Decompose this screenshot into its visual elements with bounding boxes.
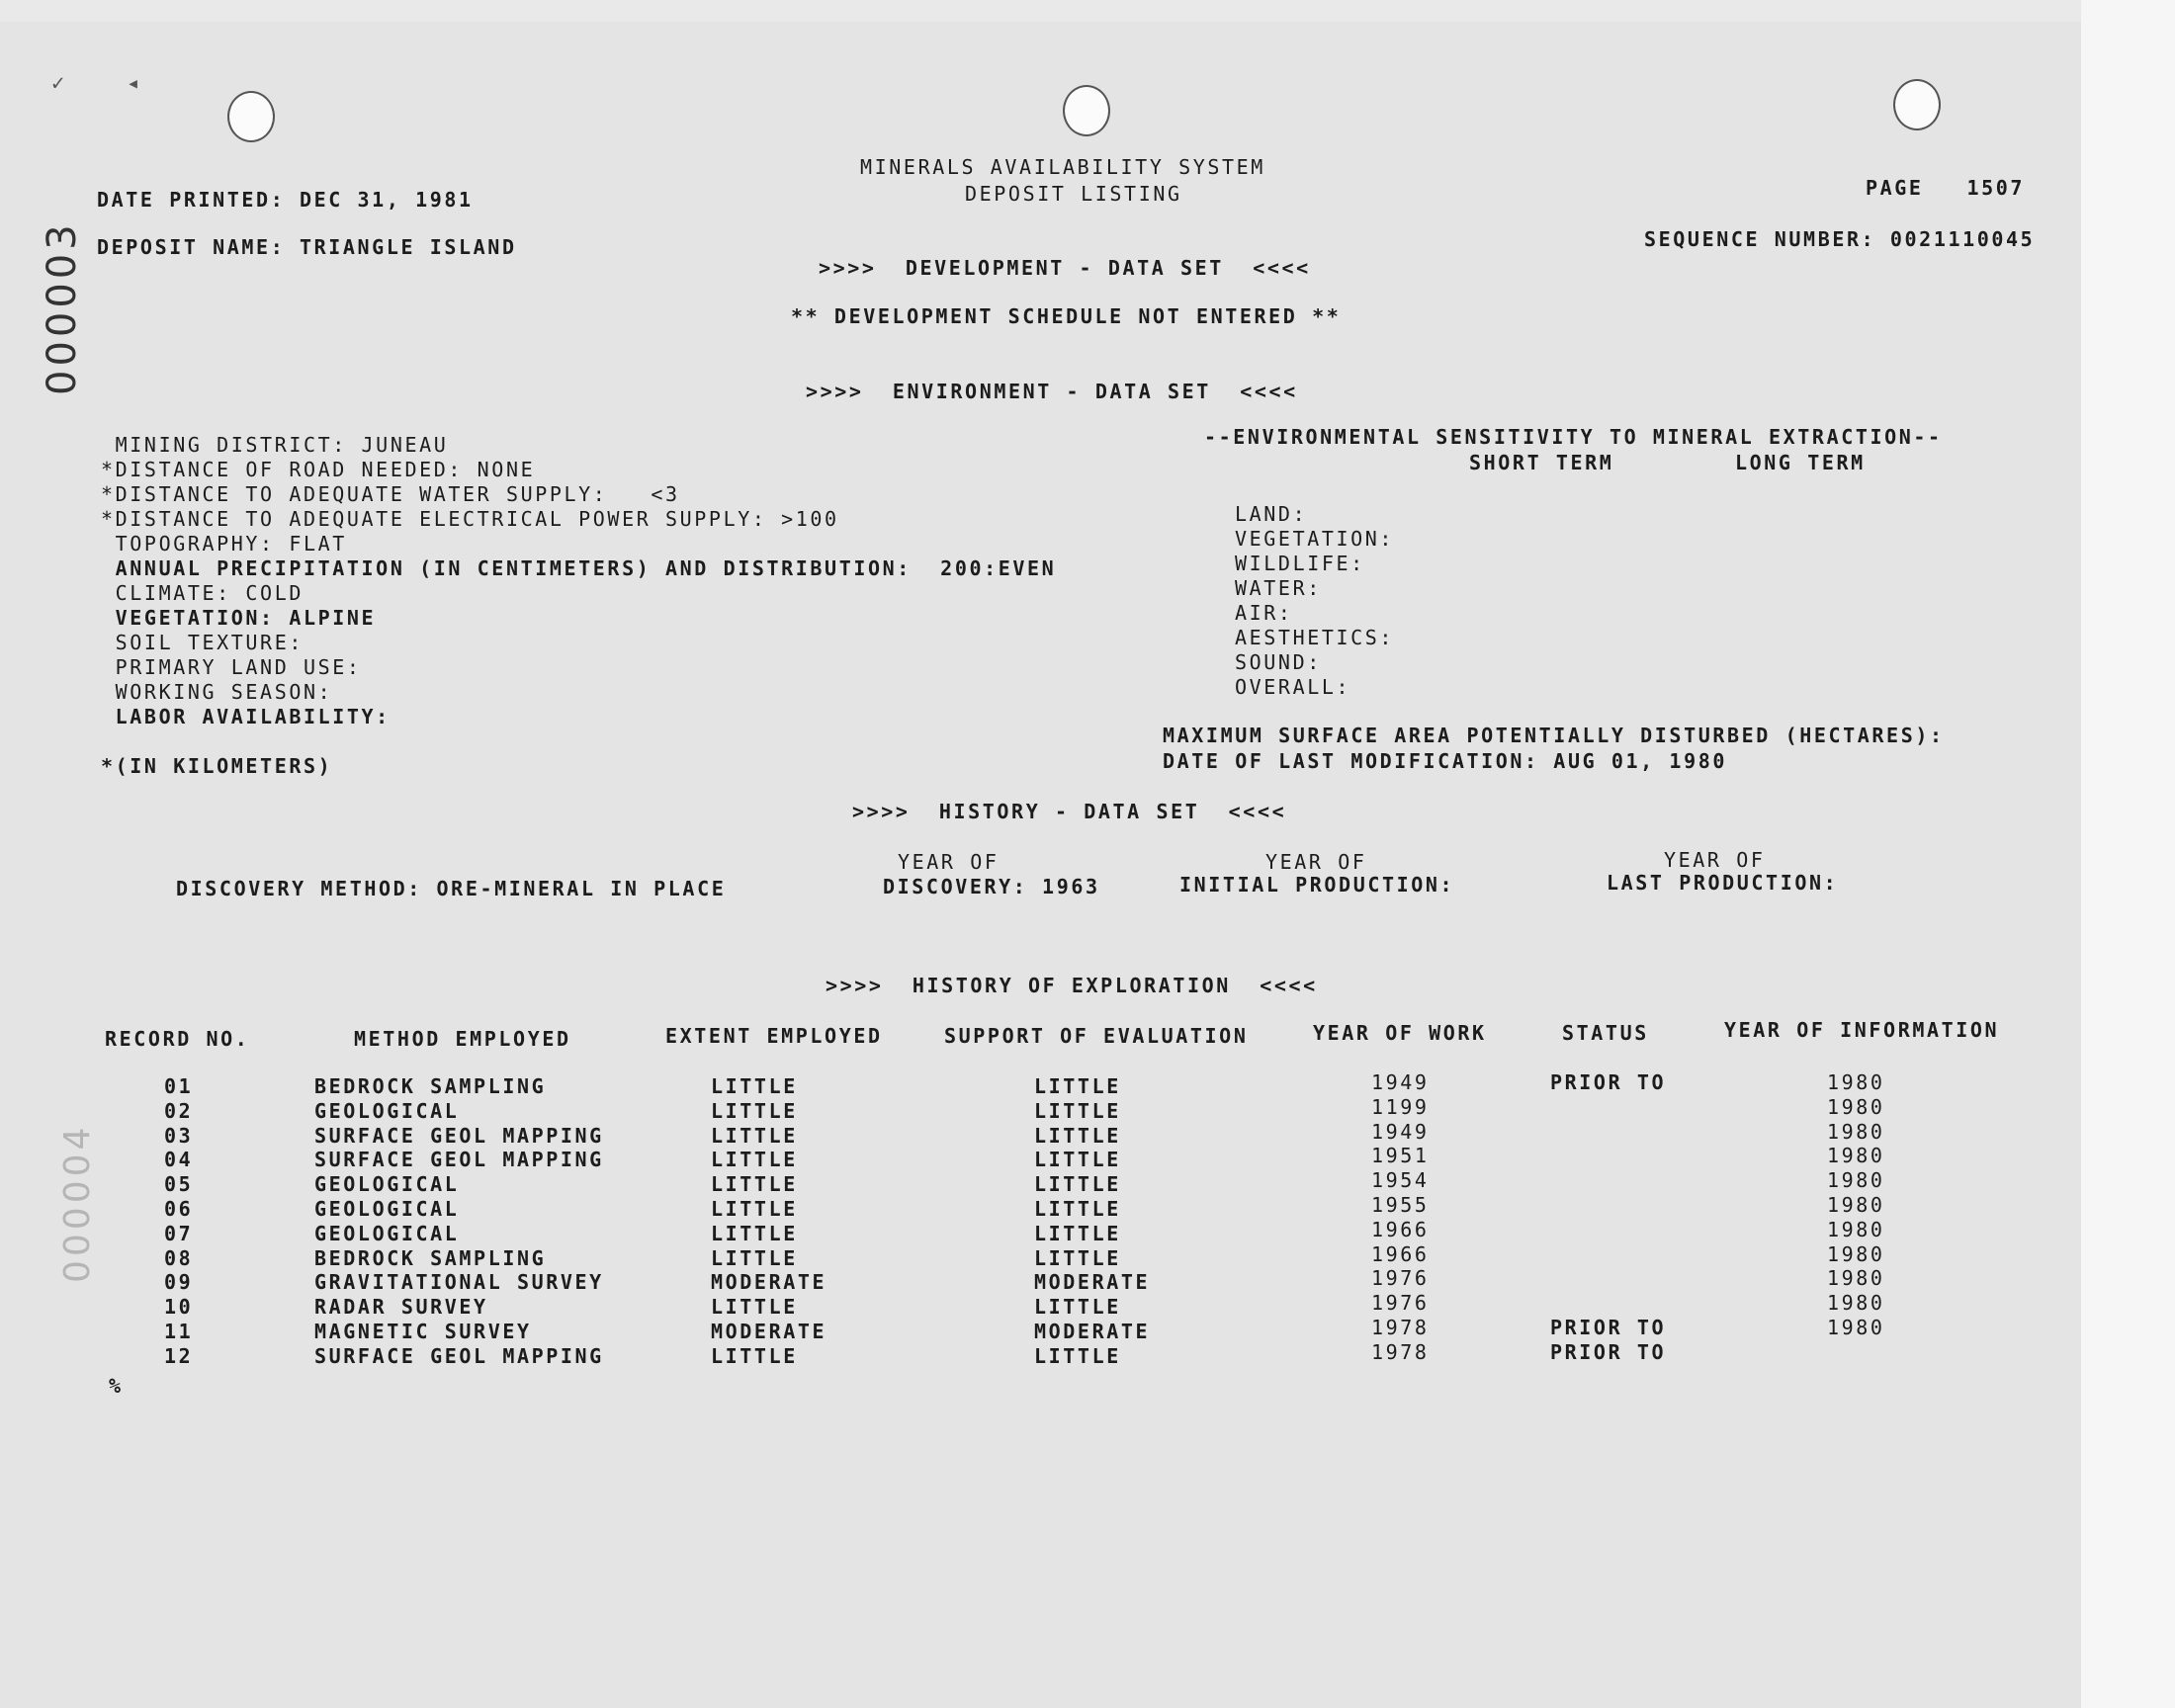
sensitivity-title: --ENVIRONMENTAL SENSITIVITY TO MINERAL EXTRACTION-- (1204, 425, 1943, 449)
cell-extent: LITTLE (711, 1197, 798, 1221)
cell-support: LITTLE (1034, 1148, 1121, 1172)
date-printed: DATE PRINTED: DEC 31, 1981 (97, 188, 474, 212)
environment-line: ANNUAL PRECIPITATION (IN CENTIMETERS) AND DISTRIBUTION: 200:EVEN (101, 556, 1057, 580)
cell-support: LITTLE (1034, 1123, 1121, 1148)
exploration-header: >>>> HISTORY OF EXPLORATION <<<< (826, 974, 1318, 997)
system-title: MINERALS AVAILABILITY SYSTEM (860, 155, 1265, 179)
cell-method: RADAR SURVEY (314, 1295, 488, 1320)
cell-method: BEDROCK SAMPLING (314, 1074, 547, 1098)
cell-year-work: 1966 (1371, 1217, 1430, 1241)
cell-status: PRIOR TO (1550, 1316, 1667, 1339)
cell-method: SURFACE GEOL MAPPING (314, 1148, 604, 1172)
cell-extent: MODERATE (711, 1270, 827, 1295)
deposit-name: DEPOSIT NAME: TRIANGLE ISLAND (97, 235, 517, 259)
distance-footnote: *(IN KILOMETERS) (101, 754, 333, 778)
cell-extent: LITTLE (711, 1098, 798, 1123)
sensitivity-item: SOUND: (1235, 650, 1322, 674)
cell-year-work: 1966 (1371, 1241, 1430, 1266)
discovery-year: DISCOVERY: 1963 (883, 875, 1100, 898)
max-surface-area: MAXIMUM SURFACE AREA POTENTIALLY DISTURBED (HECTARES): (1163, 724, 1945, 747)
cell-record-no: 05 (164, 1172, 194, 1197)
column-header-year-work: YEAR OF WORK (1313, 1021, 1487, 1045)
cell-year-work: 1199 (1371, 1094, 1430, 1119)
column-header-extent: EXTENT EMPLOYED (665, 1024, 883, 1048)
listing-title: DEPOSIT LISTING (965, 182, 1182, 206)
cell-method: GEOLOGICAL (314, 1221, 460, 1245)
cell-year-info: 1980 (1827, 1217, 1885, 1241)
environment-line: *DISTANCE OF ROAD NEEDED: NONE (101, 458, 536, 481)
cell-support: MODERATE (1034, 1270, 1151, 1295)
year-of-label: YEAR OF (898, 850, 1000, 874)
punch-hole-left (227, 91, 275, 142)
cell-year-info: 1980 (1827, 1241, 1885, 1266)
cell-support: LITTLE (1034, 1098, 1121, 1123)
year-of-label: YEAR OF (1265, 850, 1367, 874)
environment-line: SOIL TEXTURE: (101, 631, 304, 654)
sensitivity-item: AIR: (1235, 601, 1293, 625)
cell-support: LITTLE (1034, 1172, 1121, 1197)
cell-record-no: 10 (164, 1295, 194, 1320)
environment-line: TOPOGRAPHY: FLAT (101, 532, 347, 555)
cell-extent: MODERATE (711, 1320, 827, 1343)
cell-method: SURFACE GEOL MAPPING (314, 1123, 604, 1148)
year-of-label: YEAR OF (1664, 848, 1766, 872)
sensitivity-item: VEGETATION: (1235, 527, 1395, 551)
cell-support: LITTLE (1034, 1245, 1121, 1270)
cell-status: PRIOR TO (1550, 1339, 1667, 1364)
environment-line: WORKING SEASON: (101, 680, 333, 704)
environment-header: >>>> ENVIRONMENT - DATA SET <<<< (806, 380, 1298, 403)
cell-record-no: 04 (164, 1148, 194, 1172)
cell-record-no: 09 (164, 1270, 194, 1295)
scan-mark: ◂ (127, 71, 140, 96)
environment-line: *DISTANCE TO ADEQUATE ELECTRICAL POWER SUPPLY: >100 (101, 507, 839, 531)
column-header-support: SUPPORT OF EVALUATION (944, 1024, 1249, 1048)
sensitivity-item: WILDLIFE: (1235, 552, 1365, 575)
cell-support: LITTLE (1034, 1197, 1121, 1221)
cell-method: GRAVITATIONAL SURVEY (314, 1270, 604, 1295)
cell-year-work: 1949 (1371, 1119, 1430, 1144)
environment-line: MINING DISTRICT: JUNEAU (101, 433, 449, 457)
cell-year-work: 1951 (1371, 1144, 1430, 1168)
cell-record-no: 01 (164, 1074, 194, 1098)
development-header: >>>> DEVELOPMENT - DATA SET <<<< (819, 256, 1311, 280)
cell-year-info: 1980 (1827, 1316, 1885, 1339)
environment-line: VEGETATION: ALPINE (101, 606, 377, 630)
cell-record-no: 06 (164, 1197, 194, 1221)
initial-production: INITIAL PRODUCTION: (1179, 873, 1455, 897)
cell-method: GEOLOGICAL (314, 1098, 460, 1123)
cell-year-info: 1980 (1827, 1070, 1885, 1094)
cell-status: PRIOR TO (1550, 1070, 1667, 1094)
scan-margin (2081, 0, 2175, 1708)
cell-year-work: 1976 (1371, 1291, 1430, 1316)
discovery-method: DISCOVERY METHOD: ORE-MINERAL IN PLACE (176, 877, 727, 900)
cell-year-info: 1980 (1827, 1168, 1885, 1193)
cell-extent: LITTLE (711, 1172, 798, 1197)
cell-method: MAGNETIC SURVEY (314, 1320, 532, 1343)
cell-year-info: 1980 (1827, 1144, 1885, 1168)
cell-year-work: 1978 (1371, 1316, 1430, 1339)
cell-extent: LITTLE (711, 1295, 798, 1320)
cell-year-work: 1949 (1371, 1070, 1430, 1094)
cell-year-info: 1980 (1827, 1119, 1885, 1144)
sensitivity-item: LAND: (1235, 502, 1308, 526)
last-modification: DATE OF LAST MODIFICATION: AUG 01, 1980 (1163, 749, 1727, 773)
page-stamp: 000003 (40, 220, 85, 395)
sensitivity-item: WATER: (1235, 576, 1322, 600)
short-term-label: SHORT TERM (1469, 451, 1614, 474)
cell-extent: LITTLE (711, 1123, 798, 1148)
cell-year-info: 1980 (1827, 1266, 1885, 1291)
long-term-label: LONG TERM (1735, 451, 1866, 474)
cell-method: GEOLOGICAL (314, 1172, 460, 1197)
cell-extent: LITTLE (711, 1221, 798, 1245)
cell-record-no: 03 (164, 1123, 194, 1148)
cell-year-info: 1980 (1827, 1094, 1885, 1119)
development-note: ** DEVELOPMENT SCHEDULE NOT ENTERED ** (791, 304, 1342, 328)
cell-extent: LITTLE (711, 1245, 798, 1270)
column-header-record: RECORD NO. (105, 1027, 250, 1051)
cell-extent: LITTLE (711, 1343, 798, 1368)
page-stamp-faint: 000004 (57, 1123, 98, 1283)
cell-year-info: 1980 (1827, 1193, 1885, 1217)
cell-year-info: 1980 (1827, 1291, 1885, 1316)
sensitivity-item: AESTHETICS: (1235, 626, 1395, 649)
punch-hole-center (1063, 85, 1110, 136)
cell-method: BEDROCK SAMPLING (314, 1245, 547, 1270)
cell-support: LITTLE (1034, 1221, 1121, 1245)
cell-support: LITTLE (1034, 1074, 1121, 1098)
cell-record-no: 07 (164, 1221, 194, 1245)
end-mark: % (109, 1374, 124, 1398)
history-header: >>>> HISTORY - DATA SET <<<< (852, 800, 1287, 823)
cell-year-work: 1954 (1371, 1168, 1430, 1193)
cell-record-no: 11 (164, 1320, 194, 1343)
environment-line: CLIMATE: COLD (101, 581, 304, 605)
cell-year-work: 1978 (1371, 1339, 1430, 1364)
page-number: PAGE 1507 (1866, 176, 2026, 200)
column-header-method: METHOD EMPLOYED (354, 1027, 571, 1051)
cell-support: LITTLE (1034, 1343, 1121, 1368)
cell-method: SURFACE GEOL MAPPING (314, 1343, 604, 1368)
cell-record-no: 12 (164, 1343, 194, 1368)
cell-year-work: 1955 (1371, 1193, 1430, 1217)
column-header-year-info: YEAR OF INFORMATION (1724, 1018, 2000, 1042)
cell-method: GEOLOGICAL (314, 1197, 460, 1221)
environment-line: LABOR AVAILABILITY: (101, 705, 391, 728)
sequence-number: SEQUENCE NUMBER: 0021110045 (1644, 227, 2036, 251)
cell-extent: LITTLE (711, 1148, 798, 1172)
cell-support: LITTLE (1034, 1295, 1121, 1320)
environment-line: PRIMARY LAND USE: (101, 655, 362, 679)
cell-extent: LITTLE (711, 1074, 798, 1098)
punch-hole-right (1893, 79, 1941, 130)
scan-mark: ✓ (51, 71, 65, 96)
cell-year-work: 1976 (1371, 1266, 1430, 1291)
cell-record-no: 02 (164, 1098, 194, 1123)
cell-record-no: 08 (164, 1245, 194, 1270)
environment-line: *DISTANCE TO ADEQUATE WATER SUPPLY: <3 (101, 482, 680, 506)
column-header-status: STATUS (1562, 1021, 1649, 1045)
sensitivity-item: OVERALL: (1235, 675, 1351, 699)
last-production: LAST PRODUCTION: (1607, 871, 1839, 895)
cell-support: MODERATE (1034, 1320, 1151, 1343)
